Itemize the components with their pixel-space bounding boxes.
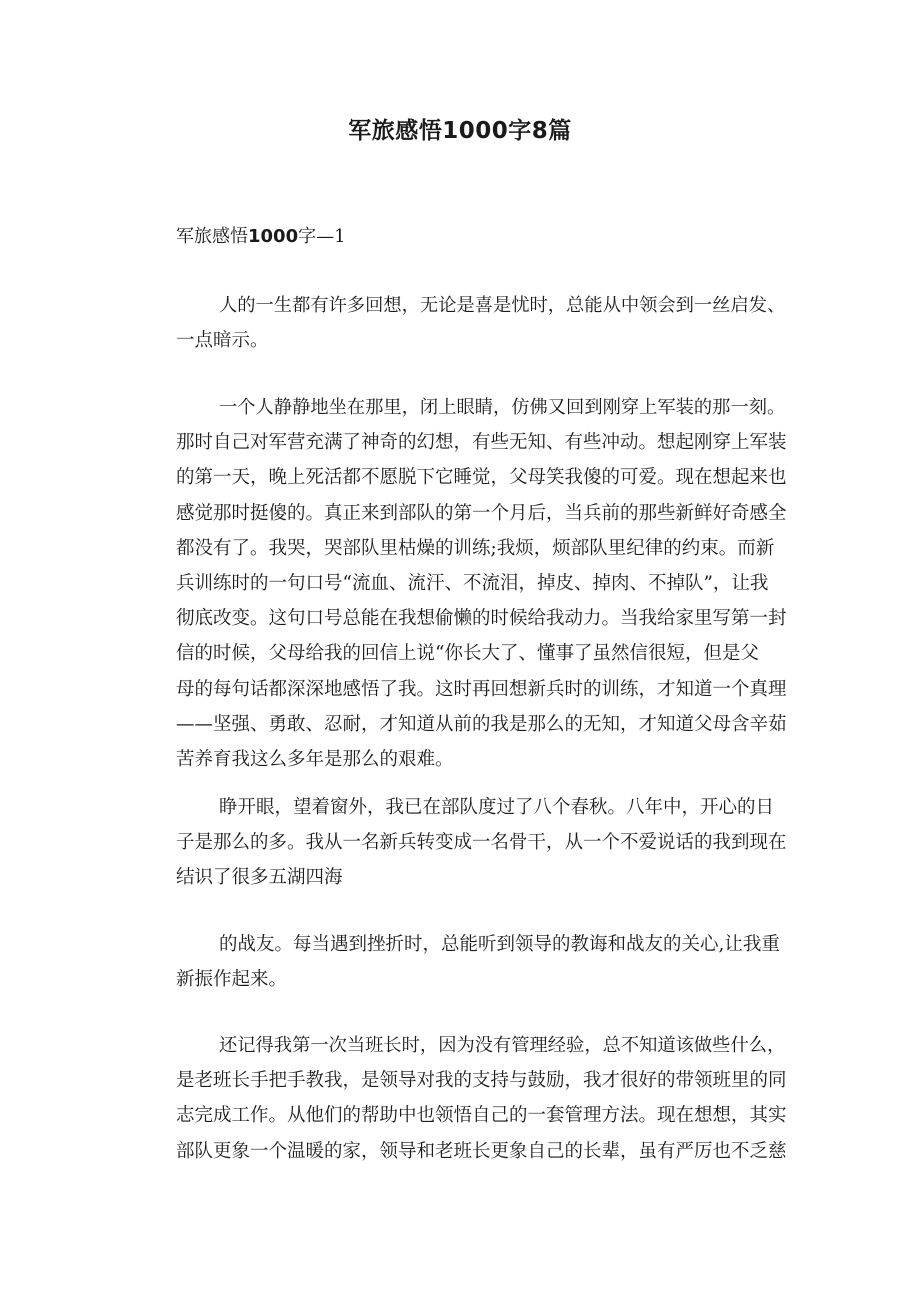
paragraph-line: 一个人静静地坐在那里，闭上眼睛，仿佛又回到刚穿上军装的那一刻。 — [219, 397, 786, 418]
paragraph-line: 苦养育我这么多年是那么的艰难。 — [176, 749, 454, 771]
paragraph-line: 那时自己对军营充满了神奇的幻想，有些无知、有些冲动。想起刚穿上军装 — [176, 432, 787, 454]
paragraph-line: 新振作起来。 — [176, 969, 288, 991]
paragraph-1 — [133, 288, 789, 358]
paragraph-line: 都没有了。我哭，哭部队里枯燥的训练;我烦，烦部队里纪律的约束。而新 — [176, 537, 775, 559]
paragraph-line: 是老班长手把手教我，是领导对我的支持与鼓励，我才很好的带领班里的同 — [176, 1070, 787, 1092]
section-heading-text: 军旅感悟 — [176, 226, 248, 247]
paragraph-line: 兵训练时的一句口号“流血、流汗、不流泪，掉皮、掉肉、不掉队”，让我 — [176, 573, 769, 595]
document-title: 军旅感悟1000字8篇 — [348, 118, 572, 144]
paragraph-line: 子是那么的多。我从一名新兵转变成一名骨干，从一个不爱说话的我到现在 — [176, 832, 787, 854]
paragraph-line: ——坚强、勇敢、忍耐，才知道从前的我是那么的无知，才知道父母含辛茹 — [176, 713, 787, 735]
paragraph-line: 的战友。每当遇到挫折时，总能听到领导的教诲和战友的关心,让我重 — [219, 934, 780, 955]
paragraph-line: 的第一天，晚上死活都不愿脱下它睡觉，父母笑我傻的可爱。现在想起来也 — [176, 467, 787, 489]
paragraph-line: 还记得我第一次当班长时，因为没有管理经验，总不知道该做些什么， — [219, 1035, 786, 1056]
paragraph-line: 感觉那时挺傻的。真正来到部队的第一个月后，当兵前的那些新鲜好奇感全 — [176, 502, 787, 524]
paragraph-line: 志完成工作。从他们的帮助中也领悟自己的一套管理方法。现在想想，其实 — [176, 1105, 787, 1127]
paragraph-line: 信的时候，父母给我的回信上说“你长大了、懂事了虽然信很短，但是父 — [176, 643, 759, 665]
paragraph-line: 彻底改变。这句口号总能在我想偷懒的时候给我动力。当我给家里写第一封 — [176, 608, 787, 630]
section-heading-number: 1000 — [248, 226, 299, 247]
paragraph-5 — [133, 1028, 789, 1169]
paragraph-line: 人的一生都有许多回想，无论是喜是忧时，总能从中领会到一丝启发、 — [219, 295, 786, 316]
paragraph-line: 睁开眼，望着窗外，我已在部队度过了八个春秋。八年中，开心的日 — [219, 797, 775, 818]
paragraph-2 — [133, 390, 789, 777]
paragraph-line: 部队更象一个温暖的家，领导和老班长更象自己的长辈，虽有严厉也不乏慈 — [176, 1140, 787, 1162]
paragraph-4 — [133, 927, 789, 997]
paragraph-line: 一点暗示。 — [176, 330, 269, 352]
section-heading — [176, 222, 346, 252]
section-heading-suffix: 字—1 — [298, 226, 346, 247]
paragraph-line: 结识了很多五湖四海 — [176, 867, 343, 889]
paragraph-line: 母的每句话都深深地感悟了我。这时再回想新兵时的训练，才知道一个真理 — [176, 678, 787, 700]
paragraph-3 — [133, 790, 789, 896]
